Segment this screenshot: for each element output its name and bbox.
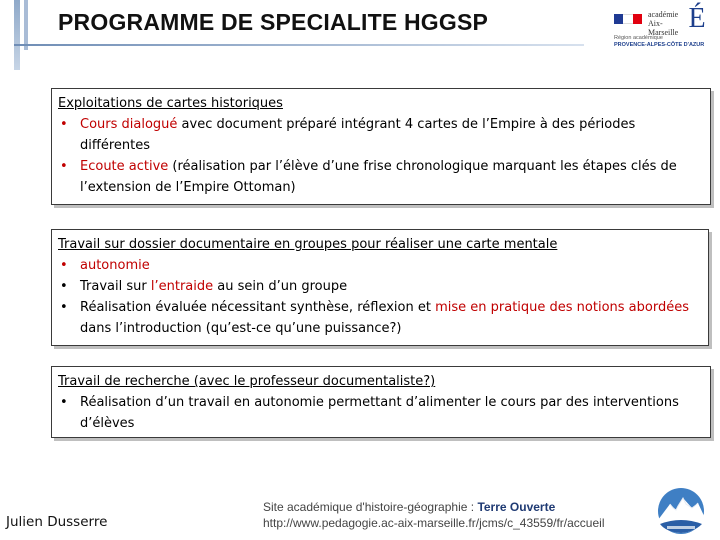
decorative-left-bar: [14, 0, 20, 70]
site-name: Terre Ouverte: [477, 500, 556, 514]
item-text: Réalisation d’un travail en autonomie permettant d’alimenter le cours par des interventions d’élèves: [80, 395, 679, 431]
item-text: dans l’introduction (qu’est-ce qu’une puissance?): [80, 321, 402, 336]
highlight-text: Cours dialogué: [80, 117, 178, 132]
highlight-text: mise en pratique des notions abordées: [435, 300, 689, 315]
terre-ouverte-logo-icon: [652, 486, 710, 536]
region-line-1: Région académique: [614, 35, 663, 41]
region-line-2: PROVENCE-ALPES-CÔTE D'AZUR: [614, 41, 705, 48]
site-prefix: Site académique d'histoire-géographie :: [263, 500, 478, 514]
item-text: au sein d’un groupe: [213, 279, 348, 294]
list-item: [58, 276, 702, 297]
page-title: PROGRAMME DE SPECIALITE HGGSP: [58, 9, 489, 35]
box-heading: Travail sur dossier documentaire en groupes pour réaliser une carte mentale: [58, 237, 558, 252]
academy-logo: [612, 2, 712, 52]
list-item: [58, 392, 704, 434]
list-item: [58, 156, 704, 198]
footer-site-label: [263, 500, 555, 514]
content-box-recherche: [51, 366, 711, 438]
box-heading: Exploitations de cartes historiques: [58, 96, 283, 111]
content-box-cartes: [51, 88, 711, 205]
footer-url-link[interactable]: http://www.pedagogie.ac-aix-marseille.fr/jcms/c_43559/fr/accueil: [263, 516, 605, 530]
item-text: avec document préparé intégrant 4 cartes de l’Empire à des périodes différentes: [80, 117, 636, 153]
highlight-text: Ecoute active: [80, 159, 169, 174]
title-underline: [14, 44, 584, 46]
decorative-left-bar-thin: [24, 0, 28, 50]
french-flag-icon: [614, 14, 642, 24]
highlight-text: autonomie: [80, 258, 150, 273]
highlight-text: l’entraide: [150, 279, 214, 294]
content-box-dossier: [51, 229, 709, 346]
region-label: [614, 35, 712, 48]
list-item: [58, 297, 702, 339]
academy-name: académie Aix-Marseille: [648, 10, 679, 37]
academy-e-mark-icon: É: [688, 3, 706, 34]
list-item: [58, 255, 702, 276]
list-item: [58, 114, 704, 156]
item-text: Réalisation évaluée nécessitant synthèse, réflexion et: [80, 300, 436, 315]
item-text: Travail sur: [80, 279, 151, 294]
box-heading: Travail de recherche (avec le professeur documentaliste?): [58, 374, 436, 389]
item-text: (réalisation par l’élève d’une frise chronologique marquant les étapes clés de l’extension de l’Empire Ottoman): [80, 159, 677, 195]
author-name: Julien Dusserre: [6, 514, 108, 530]
